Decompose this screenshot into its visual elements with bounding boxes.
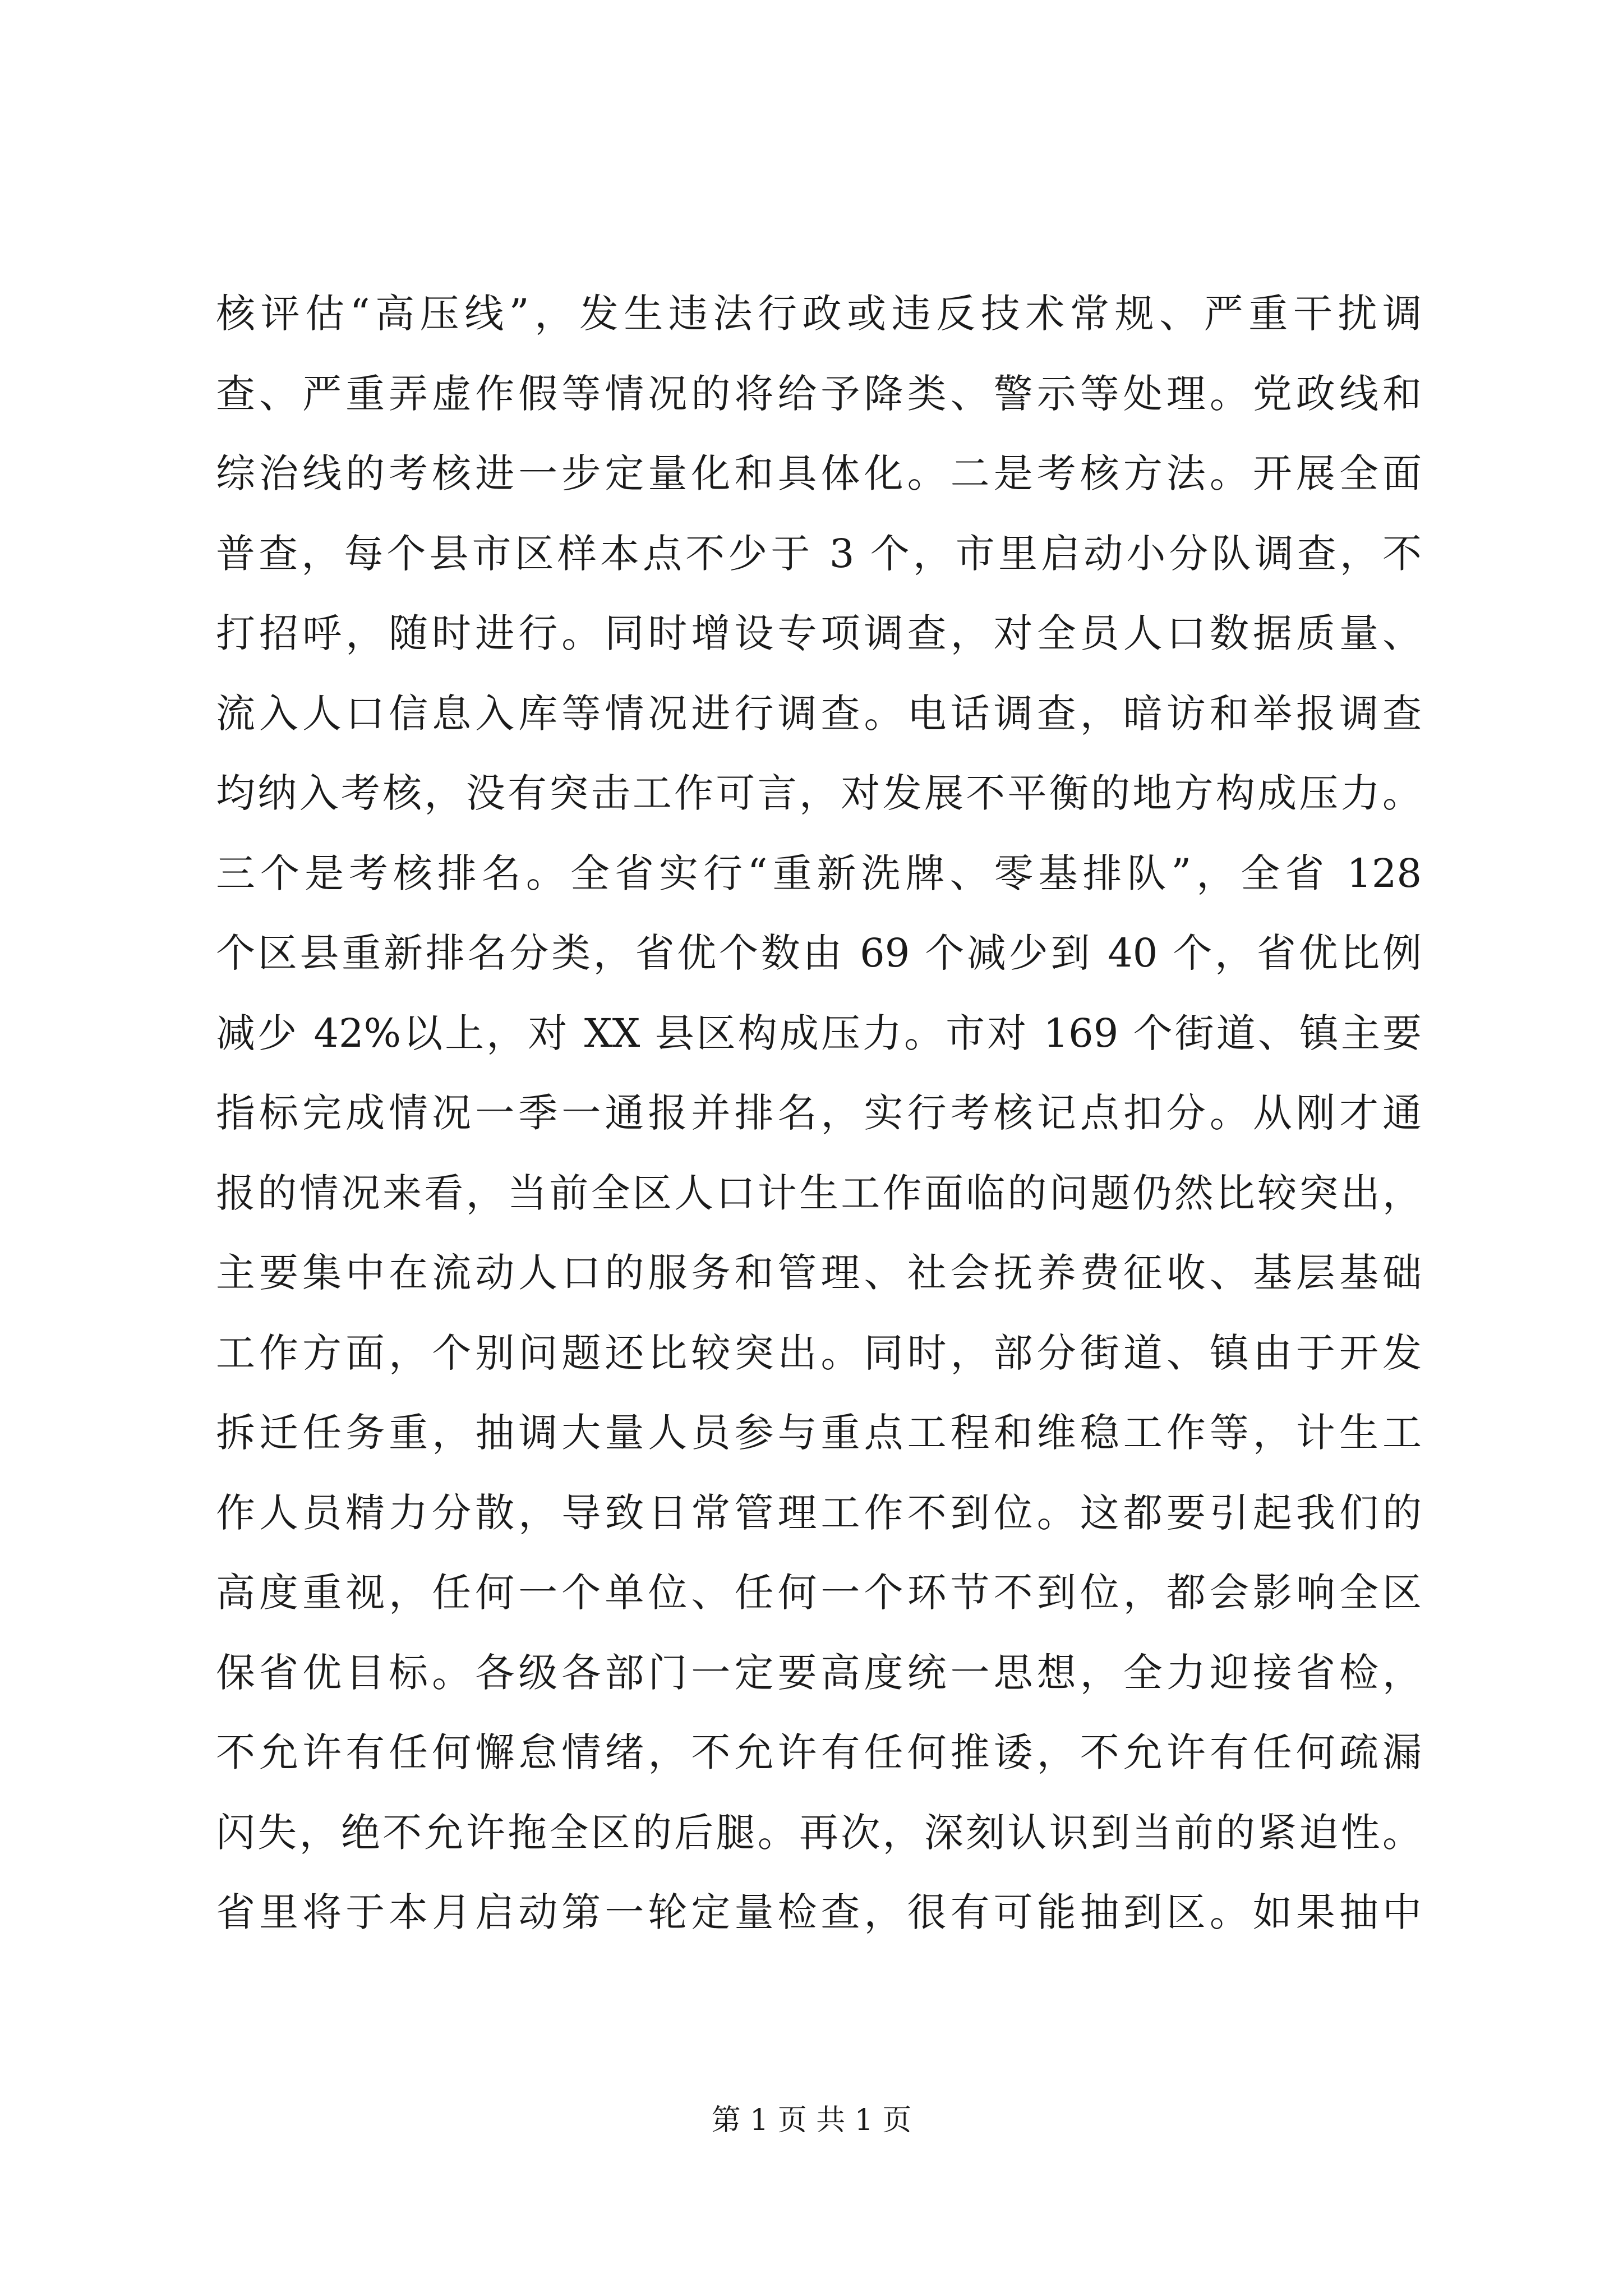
text-line: 核评估“高压线”，发生违法行政或违反技术常规、严重干扰调 (216, 291, 1422, 337)
text-line: 打招呼，随时进行。同时增设专项调查，对全员人口数据质量、 (216, 610, 1422, 656)
page-number-footer: 第 1 页 共 1 页 (711, 2104, 912, 2137)
text-line: 主要集中在流动人口的服务和管理、社会抚养费征收、基层基础 (216, 1250, 1422, 1296)
text-line: 普查，每个县市区样本点不少于 3 个，市里启动小分队调查，不 (216, 530, 1422, 577)
text-line: 三个是考核排名。全省实行“重新洗牌、零基排队”，全省 128 (216, 850, 1422, 896)
text-line: 流入人口信息入库等情况进行调查。电话调查，暗访和举报调查 (216, 690, 1422, 737)
text-line: 闪失，绝不允许拖全区的后腿。再次，深刻认识到当前的紧迫性。 (216, 1809, 1422, 1856)
body-text (216, 274, 1422, 1953)
text-line: 拆迁任务重，抽调大量人员参与重点工程和维稳工作等，计生工 (216, 1410, 1422, 1456)
text-line: 保省优目标。各级各部门一定要高度统一思想，全力迎接省检， (216, 1649, 1422, 1696)
text-line: 不允许有任何懈怠情绪，不允许有任何推诿，不允许有任何疏漏 (216, 1729, 1422, 1775)
text-line: 省里将于本月启动第一轮定量检查，很有可能抽到区。如果抽中 (216, 1889, 1422, 1935)
text-line: 工作方面，个别问题还比较突出。同时，部分街道、镇由于开发 (216, 1329, 1422, 1376)
text-line: 指标完成情况一季一通报并排名，实行考核记点扣分。从刚才通 (216, 1090, 1422, 1136)
text-line: 高度重视，任何一个单位、任何一个环节不到位，都会影响全区 (216, 1570, 1422, 1616)
text-line: 综治线的考核进一步定量化和具体化。二是考核方法。开展全面 (216, 450, 1422, 496)
text-line: 减少 42%以上，对 XX 县区构成压力。市对 169 个街道、镇主要 (216, 1010, 1422, 1056)
text-line: 报的情况来看，当前全区人口计生工作面临的问题仍然比较突出， (216, 1170, 1422, 1216)
text-line: 作人员精力分散，导致日常管理工作不到位。这都要引起我们的 (216, 1489, 1422, 1536)
text-line: 查、严重弄虚作假等情况的将给予降类、警示等处理。党政线和 (216, 370, 1422, 417)
text-line: 个区县重新排名分类，省优个数由 69 个减少到 40 个，省优比例 (216, 930, 1422, 976)
text-line: 均纳入考核，没有突击工作可言，对发展不平衡的地方构成压力。 (216, 770, 1422, 816)
